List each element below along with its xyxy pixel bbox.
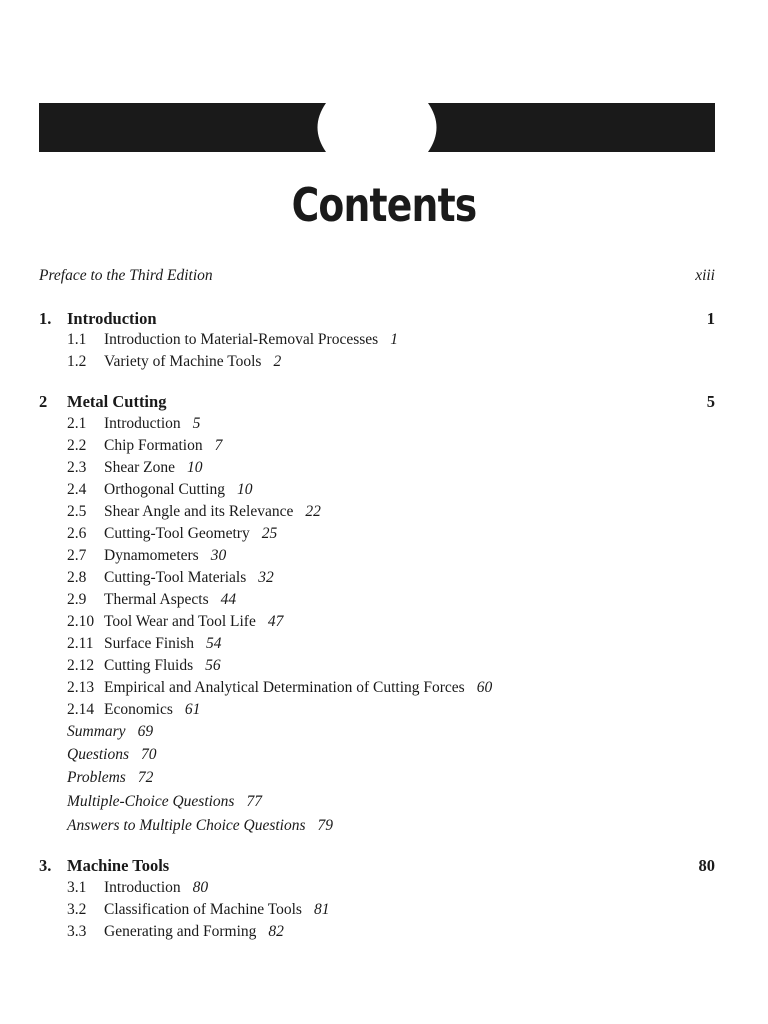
section-page: 54 bbox=[205, 635, 222, 652]
preface-page: xiii bbox=[695, 267, 715, 284]
section-number: 2.2 bbox=[67, 437, 87, 454]
section-title: Orthogonal Cutting bbox=[104, 481, 225, 498]
section-title: Cutting-Tool Materials bbox=[104, 569, 247, 586]
chapter-title: Machine Tools bbox=[67, 856, 170, 875]
section-page: 10 bbox=[236, 481, 253, 498]
section-number: 2.7 bbox=[67, 547, 87, 564]
toc-entry[interactable] bbox=[67, 679, 492, 697]
section-title: Dynamometers bbox=[104, 547, 199, 564]
section-page: 47 bbox=[267, 613, 284, 630]
section-number: 1.1 bbox=[67, 331, 87, 348]
section-number: 2.9 bbox=[67, 591, 87, 608]
section-number: 3.1 bbox=[67, 879, 87, 896]
toc-entry[interactable] bbox=[67, 901, 329, 919]
section-title: Empirical and Analytical Determination of Cutting Forces bbox=[104, 679, 465, 696]
section-number: 2.14 bbox=[67, 701, 95, 718]
toc-entry[interactable] bbox=[67, 459, 203, 477]
chapter-heading[interactable] bbox=[39, 856, 715, 876]
section-number: 2.6 bbox=[67, 525, 87, 542]
preface-entry[interactable] bbox=[39, 267, 715, 285]
section-page: 7 bbox=[214, 437, 223, 454]
section-number: 2.10 bbox=[67, 613, 95, 630]
toc-extra-entry[interactable] bbox=[67, 723, 153, 741]
chapter-page: 1 bbox=[706, 309, 715, 328]
extra-page: 77 bbox=[246, 793, 262, 810]
section-page: 82 bbox=[268, 923, 284, 940]
extra-title: Answers to Multiple Choice Questions bbox=[67, 817, 306, 834]
extra-title: Summary bbox=[67, 723, 126, 740]
toc-entry[interactable] bbox=[67, 481, 252, 499]
section-title: Economics bbox=[104, 701, 173, 718]
toc-entry[interactable] bbox=[67, 331, 398, 349]
toc-entry[interactable] bbox=[67, 635, 221, 653]
section-number: 3.3 bbox=[67, 923, 87, 940]
extra-page: 79 bbox=[317, 817, 334, 834]
section-page: 32 bbox=[258, 569, 274, 586]
extra-title: Problems bbox=[67, 769, 126, 786]
section-number: 2.1 bbox=[67, 415, 87, 432]
extra-title: Multiple-Choice Questions bbox=[67, 793, 235, 810]
section-number: 2.8 bbox=[67, 569, 87, 586]
section-title: Introduction to Material-Removal Processes bbox=[104, 331, 379, 348]
section-page: 10 bbox=[187, 459, 203, 476]
section-title: Classification of Machine Tools bbox=[104, 901, 302, 918]
toc-entry[interactable] bbox=[67, 547, 226, 565]
section-title: Cutting-Tool Geometry bbox=[104, 525, 250, 542]
section-title: Generating and Forming bbox=[104, 923, 257, 940]
toc-entry[interactable] bbox=[67, 701, 200, 719]
section-page: 22 bbox=[305, 503, 321, 520]
section-page: 2 bbox=[273, 353, 282, 370]
toc-entry[interactable] bbox=[67, 525, 277, 543]
toc-entry[interactable] bbox=[67, 353, 281, 371]
section-title: Introduction bbox=[104, 879, 181, 896]
chapter-number: 1. bbox=[39, 309, 52, 328]
toc-entry[interactable] bbox=[67, 415, 200, 433]
chapter-page: 80 bbox=[698, 856, 715, 875]
section-page: 81 bbox=[313, 901, 330, 918]
section-number: 1.2 bbox=[67, 353, 87, 370]
chapter-number: 2 bbox=[39, 392, 48, 411]
section-page: 60 bbox=[476, 679, 493, 696]
section-page: 30 bbox=[210, 547, 227, 564]
chapter-title: Introduction bbox=[67, 309, 157, 328]
section-page: 80 bbox=[192, 879, 209, 896]
section-number: 2.4 bbox=[67, 481, 87, 498]
toc-entry[interactable] bbox=[67, 437, 222, 455]
toc-entry[interactable] bbox=[67, 503, 321, 521]
chapter-number: 3. bbox=[39, 856, 52, 875]
section-title: Cutting Fluids bbox=[104, 657, 194, 674]
extra-page: 70 bbox=[141, 746, 157, 763]
section-number: 2.11 bbox=[67, 635, 94, 652]
toc-entry[interactable] bbox=[67, 613, 283, 631]
section-number: 2.12 bbox=[67, 657, 95, 674]
section-title: Surface Finish bbox=[104, 635, 194, 652]
section-page: 5 bbox=[192, 415, 201, 432]
chapter-title: Metal Cutting bbox=[67, 392, 167, 411]
toc-entry[interactable] bbox=[67, 923, 284, 941]
section-page: 44 bbox=[220, 591, 237, 608]
section-title: Thermal Aspects bbox=[104, 591, 209, 608]
section-number: 2.3 bbox=[67, 459, 87, 476]
header-banner bbox=[39, 103, 715, 152]
toc-extra-entry[interactable] bbox=[67, 746, 157, 764]
toc-entry[interactable] bbox=[67, 657, 221, 675]
banner-graphic bbox=[39, 103, 715, 152]
chapter-heading[interactable] bbox=[39, 392, 715, 412]
section-number: 2.5 bbox=[67, 503, 87, 520]
chapter-heading[interactable] bbox=[39, 309, 715, 329]
section-number: 3.2 bbox=[67, 901, 87, 918]
page-title: Contents bbox=[291, 178, 477, 232]
section-title: Shear Zone bbox=[104, 459, 176, 476]
section-page: 61 bbox=[184, 701, 201, 718]
section-page: 1 bbox=[390, 331, 398, 348]
toc-extra-entry[interactable] bbox=[67, 793, 262, 811]
extra-page: 72 bbox=[137, 769, 154, 786]
section-page: 25 bbox=[261, 525, 278, 542]
toc-extra-entry[interactable] bbox=[67, 817, 333, 835]
chapter-page: 5 bbox=[706, 392, 715, 411]
toc-entry[interactable] bbox=[67, 879, 208, 897]
section-page: 56 bbox=[205, 657, 221, 674]
section-title: Introduction bbox=[104, 415, 181, 432]
toc-entry[interactable] bbox=[67, 569, 274, 587]
extra-page: 69 bbox=[137, 723, 154, 740]
section-title: Tool Wear and Tool Life bbox=[104, 613, 256, 630]
toc-entry[interactable] bbox=[67, 591, 236, 609]
section-title: Variety of Machine Tools bbox=[104, 353, 262, 370]
section-title: Chip Formation bbox=[104, 437, 203, 454]
preface-label: Preface to the Third Edition bbox=[39, 267, 213, 284]
section-number: 2.13 bbox=[67, 679, 95, 696]
extra-title: Questions bbox=[67, 746, 129, 763]
toc-extra-entry[interactable] bbox=[67, 769, 153, 787]
section-title: Shear Angle and its Relevance bbox=[104, 503, 294, 520]
